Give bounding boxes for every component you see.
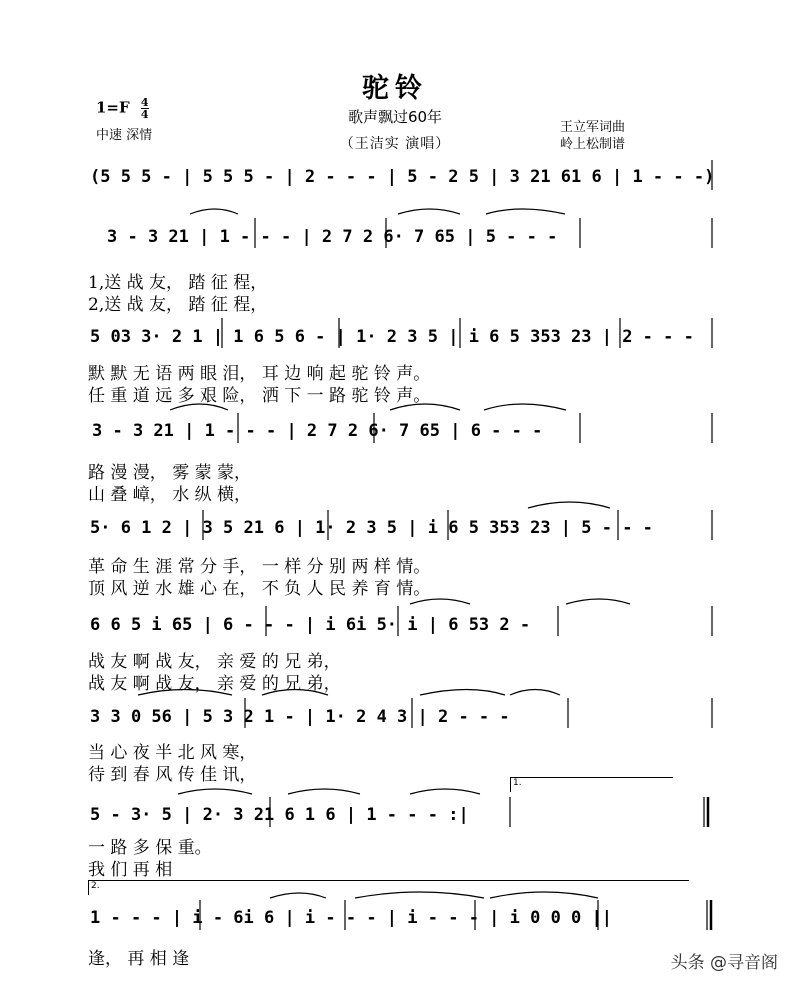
lyric-row-9: 逢， 再 相 逢 — [88, 949, 190, 969]
song-title: 驼铃 — [362, 73, 428, 104]
lyric-row-5b: 顶 风 逆 水 雄 心 在， 不 负 人 民 养 育 情。 — [88, 579, 431, 599]
lyric-row-5a: 革 命 生 涯 常 分 手， 一 样 分 别 两 样 情。 — [88, 557, 431, 577]
time-bottom: 4 — [140, 108, 149, 121]
notation-row-1: (5 5 5 - | 5 5 5 - | 2 - - - | 5 - 2 5 | 3 21 61 6 | 1 - - -) — [90, 167, 715, 187]
lyric-row-8a: 一 路 多 保 重。 — [88, 838, 212, 858]
lyric-row-2b: 2,送 战 友， 踏 征 程， — [88, 295, 268, 315]
lyric-row-7b: 待 到 春 风 传 佳 讯， — [88, 765, 257, 785]
notation-row-9: 1 - - - | i - 6i 6 | i - - - | i - - - | i 0 0 0 || — [90, 908, 612, 928]
notation-row-2: 3 - 3 21 | 1 - - - | 2 7 2 6· 7 65 | 5 - - - — [107, 227, 558, 247]
singer: （王洁实 演唱） — [339, 136, 451, 152]
lyric-row-4b: 山 叠 嶂， 水 纵 横， — [88, 485, 252, 505]
composer-credit: 王立军词曲 — [560, 120, 626, 135]
tempo-marking: 中速 深情 — [96, 128, 153, 143]
volta-1-label: 1. — [513, 778, 522, 788]
subtitle: 歌声飘过60年 — [347, 108, 443, 126]
notation-row-7: 3 3 0 56 | 5 3 2 1 - | 1· 2 4 3 | 2 - - - — [90, 707, 510, 727]
notation-row-5: 5· 6 1 2 | 3 5 21 6 | 1· 2 3 5 | i 6 5 353 23 | 5 - - - — [90, 518, 653, 538]
lyric-row-3a: 默 默 无 语 两 眼 泪， 耳 边 响 起 驼 铃 声。 — [88, 364, 431, 384]
lyric-row-8b: 我 们 再 相 — [88, 860, 173, 880]
watermark: 头条 @寻音阁 — [670, 953, 778, 973]
key-text: 1=F — [96, 98, 130, 117]
notation-row-8: 5 - 3· 5 | 2· 3 21 6 1 6 | 1 - - - :| — [90, 805, 469, 825]
lyric-row-2a: 1,送 战 友， 踏 征 程， — [88, 273, 268, 293]
notation-row-3: 5 03 3· 2 1 | 1 6 5 6 - | 1· 2 3 5 | i 6 5 353 23 | 2 - - - — [90, 327, 694, 347]
lyric-row-4a: 路 漫 漫， 雾 蒙 蒙， — [88, 463, 252, 483]
arranger-credit: 岭上松制谱 — [560, 137, 626, 152]
lyric-row-6b: 战 友 啊 战 友， 亲 爱 的 兄 弟， — [88, 674, 341, 694]
notation-row-4: 3 - 3 21 | 1 - - - | 2 7 2 6· 7 65 | 6 - - - — [92, 421, 543, 441]
notation-row-6: 6 6 5 i 65 | 6 - - - | i 6i 5· i | 6 53 2 - — [90, 615, 531, 635]
lyric-row-3b: 任 重 道 远 多 艰 险， 洒 下 一 路 驼 铃 声。 — [88, 386, 431, 406]
lyric-row-7a: 当 心 夜 半 北 风 寒， — [88, 743, 257, 763]
lyric-row-6a: 战 友 啊 战 友， 亲 爱 的 兄 弟， — [88, 652, 341, 672]
volta-2-label: 2. — [91, 881, 100, 891]
time-top: 4 — [140, 96, 149, 109]
